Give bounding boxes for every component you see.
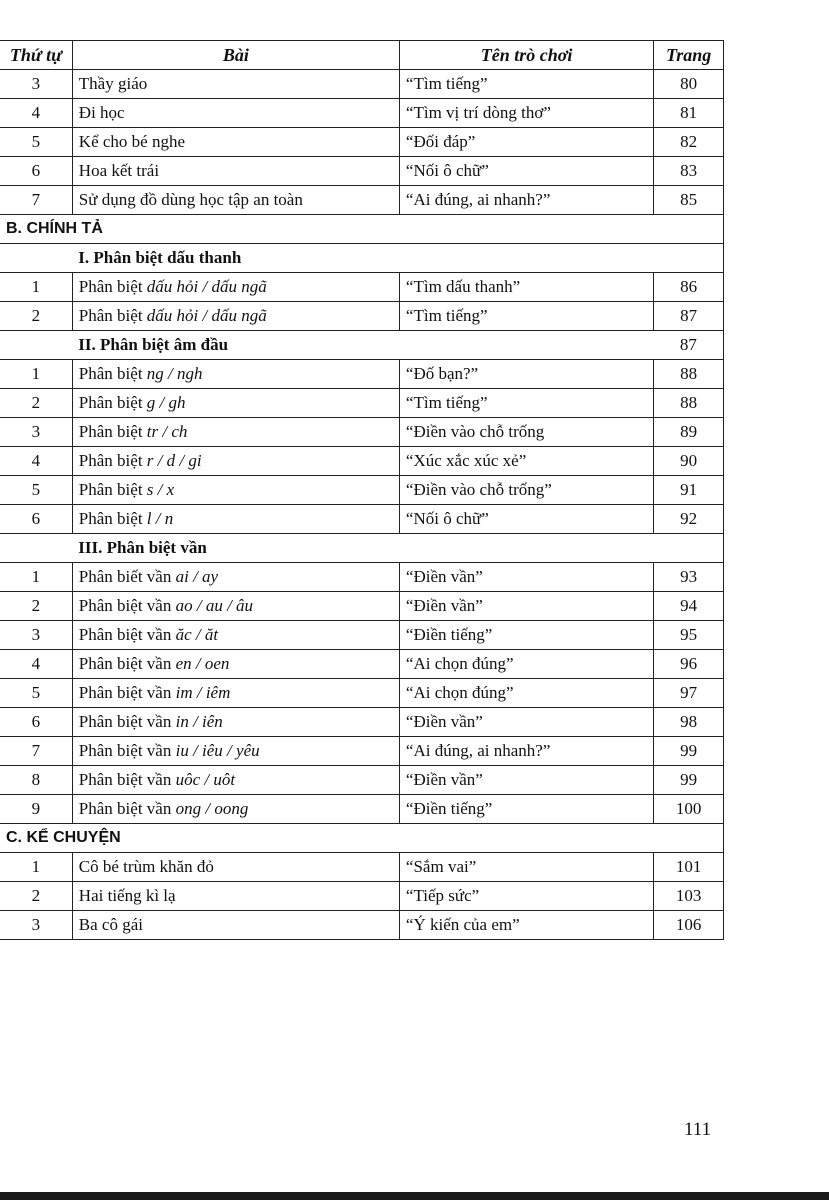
row-number: 2 bbox=[0, 592, 72, 621]
lesson-prefix: Phân biệt vần bbox=[78, 683, 176, 702]
table-row bbox=[0, 186, 724, 215]
lesson-title bbox=[72, 795, 399, 824]
lesson-contrast: s / x bbox=[146, 480, 175, 499]
game-name: “Điền vần” bbox=[399, 766, 653, 795]
lesson-contrast: ai / ay bbox=[175, 567, 219, 586]
page-ref: 97 bbox=[654, 679, 724, 708]
lesson-prefix: Phân biệt bbox=[78, 480, 147, 499]
lesson-contrast: ng / ngh bbox=[146, 364, 203, 383]
lesson-prefix: Phân biệt vần bbox=[78, 654, 176, 673]
table-row bbox=[0, 447, 724, 476]
table-row bbox=[0, 70, 724, 99]
lesson-title bbox=[72, 505, 399, 534]
lesson-title bbox=[72, 708, 399, 737]
table-row bbox=[0, 99, 724, 128]
lesson-title bbox=[72, 563, 399, 592]
game-name: “Nối ô chữ” bbox=[399, 505, 653, 534]
table-header-row bbox=[0, 40, 724, 70]
table-row bbox=[0, 563, 724, 592]
game-name: “Điền vần” bbox=[399, 708, 653, 737]
lesson-contrast: iu / iêu / yêu bbox=[175, 741, 260, 760]
table-body bbox=[0, 70, 724, 940]
table-row bbox=[0, 853, 724, 882]
table-row bbox=[0, 911, 724, 940]
header-lesson: Bài bbox=[72, 40, 399, 70]
lesson-prefix: Phân biệt bbox=[78, 422, 147, 441]
page-number: 111 bbox=[684, 1119, 712, 1140]
lesson-title: Hai tiếng kì lạ bbox=[72, 882, 399, 911]
lesson-prefix: Phân biệt bbox=[78, 306, 147, 325]
lesson-prefix: Phân biết vần bbox=[78, 567, 176, 586]
subsection-row bbox=[0, 331, 724, 360]
section-row bbox=[0, 215, 724, 244]
table-row bbox=[0, 766, 724, 795]
page-ref: 94 bbox=[654, 592, 724, 621]
subsection-row bbox=[0, 534, 724, 563]
lesson-contrast: g / gh bbox=[146, 393, 186, 412]
game-name: “Tiếp sức” bbox=[399, 882, 653, 911]
row-number: 2 bbox=[0, 302, 72, 331]
row-number: 7 bbox=[0, 186, 72, 215]
table-row bbox=[0, 389, 724, 418]
page-ref: 101 bbox=[654, 853, 724, 882]
game-name: “Điền vào chỗ trống bbox=[399, 418, 653, 447]
game-name: “Ai chọn đúng” bbox=[399, 650, 653, 679]
row-number: 7 bbox=[0, 737, 72, 766]
lesson-contrast: tr / ch bbox=[146, 422, 188, 441]
lesson-contrast: ong / oong bbox=[175, 799, 249, 818]
row-number: 5 bbox=[0, 476, 72, 505]
row-number: 1 bbox=[0, 360, 72, 389]
page-ref: 106 bbox=[654, 911, 724, 940]
row-number: 1 bbox=[0, 273, 72, 302]
lesson-prefix: Phân biệt vần bbox=[78, 741, 176, 760]
lesson-title bbox=[72, 447, 399, 476]
lesson-contrast: dấu hỏi / dấu ngã bbox=[146, 306, 267, 325]
section-title: C. KỂ CHUYỆN bbox=[0, 824, 724, 853]
header-page: Trang bbox=[654, 40, 724, 70]
game-name: “Tìm tiếng” bbox=[399, 389, 653, 418]
game-name: “Sắm vai” bbox=[399, 853, 653, 882]
bottom-edge-bar bbox=[0, 1192, 829, 1200]
table-row bbox=[0, 360, 724, 389]
game-name: “Ý kiến của em” bbox=[399, 911, 653, 940]
game-name: “Xúc xắc xúc xẻ” bbox=[399, 447, 653, 476]
row-number: 3 bbox=[0, 418, 72, 447]
row-number: 4 bbox=[0, 447, 72, 476]
lesson-title: Sử dụng đồ dùng học tập an toàn bbox=[72, 186, 399, 215]
lesson-prefix: Phân biệt bbox=[78, 277, 147, 296]
section-title: B. CHÍNH TẢ bbox=[0, 215, 724, 244]
row-number: 5 bbox=[0, 128, 72, 157]
lesson-contrast: ăc / ăt bbox=[175, 625, 219, 644]
table-row bbox=[0, 476, 724, 505]
table-row bbox=[0, 679, 724, 708]
lesson-title bbox=[72, 302, 399, 331]
lesson-title bbox=[72, 476, 399, 505]
lesson-prefix: Phân biệt vần bbox=[78, 770, 176, 789]
lesson-title: Kể cho bé nghe bbox=[72, 128, 399, 157]
lesson-title: Cô bé trùm khăn đỏ bbox=[72, 853, 399, 882]
lesson-prefix: Phân biệt vần bbox=[78, 799, 176, 818]
game-name: “Tìm vị trí dòng thơ” bbox=[399, 99, 653, 128]
row-number: 4 bbox=[0, 99, 72, 128]
lesson-title bbox=[72, 273, 399, 302]
lesson-prefix: Phân biệt bbox=[78, 393, 147, 412]
lesson-contrast: uôc / uôt bbox=[175, 770, 236, 789]
page-ref: 99 bbox=[654, 766, 724, 795]
lesson-title: Đi học bbox=[72, 99, 399, 128]
page-ref: 89 bbox=[654, 418, 724, 447]
row-number: 1 bbox=[0, 853, 72, 882]
subsection-row bbox=[0, 244, 724, 273]
row-number: 9 bbox=[0, 795, 72, 824]
lesson-title bbox=[72, 418, 399, 447]
table-row bbox=[0, 505, 724, 534]
table-row bbox=[0, 302, 724, 331]
lesson-title: Thầy giáo bbox=[72, 70, 399, 99]
empty-cell bbox=[0, 244, 72, 273]
game-name: “Tìm tiếng” bbox=[399, 302, 653, 331]
empty-cell bbox=[0, 331, 72, 360]
table-row bbox=[0, 708, 724, 737]
game-name: “Nối ô chữ” bbox=[399, 157, 653, 186]
page-ref: 96 bbox=[654, 650, 724, 679]
table-row bbox=[0, 418, 724, 447]
row-number: 3 bbox=[0, 911, 72, 940]
game-name: “Ai chọn đúng” bbox=[399, 679, 653, 708]
game-name: “Tìm dấu thanh” bbox=[399, 273, 653, 302]
subsection-page bbox=[654, 534, 724, 563]
page-ref: 83 bbox=[654, 157, 724, 186]
lesson-contrast: dấu hỏi / dấu ngã bbox=[146, 277, 267, 296]
page-ref: 92 bbox=[654, 505, 724, 534]
row-number: 8 bbox=[0, 766, 72, 795]
lesson-title bbox=[72, 650, 399, 679]
page-ref: 88 bbox=[654, 360, 724, 389]
lesson-prefix: Phân biệt vần bbox=[78, 712, 176, 731]
row-number: 6 bbox=[0, 708, 72, 737]
game-name: “Tìm tiếng” bbox=[399, 70, 653, 99]
row-number: 3 bbox=[0, 621, 72, 650]
game-name: “Điền vần” bbox=[399, 563, 653, 592]
page-ref: 80 bbox=[654, 70, 724, 99]
lesson-title: Ba cô gái bbox=[72, 911, 399, 940]
page-ref: 98 bbox=[654, 708, 724, 737]
lesson-title bbox=[72, 679, 399, 708]
game-name: “Điền vần” bbox=[399, 592, 653, 621]
game-name: “Điền vào chỗ trống” bbox=[399, 476, 653, 505]
page-ref: 86 bbox=[654, 273, 724, 302]
row-number: 2 bbox=[0, 882, 72, 911]
table-row bbox=[0, 882, 724, 911]
game-name: “Điền tiếng” bbox=[399, 621, 653, 650]
page-ref: 81 bbox=[654, 99, 724, 128]
table-row bbox=[0, 273, 724, 302]
subsection-page: 87 bbox=[654, 331, 724, 360]
lesson-prefix: Phân biệt vần bbox=[78, 596, 176, 615]
page-ref: 95 bbox=[654, 621, 724, 650]
table-of-contents bbox=[0, 40, 724, 940]
subsection-title: I. Phân biệt dấu thanh bbox=[72, 244, 653, 273]
table-row bbox=[0, 157, 724, 186]
lesson-contrast: r / d / gi bbox=[146, 451, 202, 470]
row-number: 6 bbox=[0, 157, 72, 186]
table-row bbox=[0, 650, 724, 679]
row-number: 5 bbox=[0, 679, 72, 708]
row-number: 4 bbox=[0, 650, 72, 679]
page-ref: 88 bbox=[654, 389, 724, 418]
row-number: 3 bbox=[0, 70, 72, 99]
empty-cell bbox=[0, 534, 72, 563]
subsection-title: II. Phân biệt âm đầu bbox=[72, 331, 653, 360]
page-ref: 82 bbox=[654, 128, 724, 157]
game-name: “Điền tiếng” bbox=[399, 795, 653, 824]
page-ref: 99 bbox=[654, 737, 724, 766]
lesson-title bbox=[72, 737, 399, 766]
lesson-prefix: Phân biệt vần bbox=[78, 625, 176, 644]
lesson-contrast: en / oen bbox=[175, 654, 230, 673]
game-name: “Ai đúng, ai nhanh?” bbox=[399, 737, 653, 766]
lesson-title bbox=[72, 621, 399, 650]
table-row bbox=[0, 621, 724, 650]
table-row bbox=[0, 737, 724, 766]
lesson-title: Hoa kết trái bbox=[72, 157, 399, 186]
page-ref: 93 bbox=[654, 563, 724, 592]
lesson-title bbox=[72, 360, 399, 389]
lesson-prefix: Phân biệt bbox=[78, 364, 147, 383]
game-name: “Ai đúng, ai nhanh?” bbox=[399, 186, 653, 215]
page-ref: 91 bbox=[654, 476, 724, 505]
lesson-title bbox=[72, 389, 399, 418]
lesson-contrast: l / n bbox=[146, 509, 174, 528]
subsection-title: III. Phân biệt vần bbox=[72, 534, 653, 563]
page-ref: 87 bbox=[654, 302, 724, 331]
lesson-contrast: ao / au / âu bbox=[175, 596, 254, 615]
subsection-page bbox=[654, 244, 724, 273]
table-row bbox=[0, 795, 724, 824]
page-ref: 103 bbox=[654, 882, 724, 911]
section-row bbox=[0, 824, 724, 853]
lesson-contrast: im / iêm bbox=[175, 683, 231, 702]
table-row bbox=[0, 128, 724, 157]
row-number: 1 bbox=[0, 563, 72, 592]
game-name: “Đố bạn?” bbox=[399, 360, 653, 389]
table-row bbox=[0, 592, 724, 621]
lesson-title bbox=[72, 766, 399, 795]
lesson-prefix: Phân biệt bbox=[78, 451, 147, 470]
page-ref: 90 bbox=[654, 447, 724, 476]
lesson-title bbox=[72, 592, 399, 621]
row-number: 2 bbox=[0, 389, 72, 418]
game-name: “Đối đáp” bbox=[399, 128, 653, 157]
header-game: Tên trò chơi bbox=[399, 40, 653, 70]
lesson-contrast: in / iên bbox=[175, 712, 223, 731]
header-order: Thứ tự bbox=[0, 40, 72, 70]
page-ref: 100 bbox=[654, 795, 724, 824]
page-ref: 85 bbox=[654, 186, 724, 215]
lesson-prefix: Phân biệt bbox=[78, 509, 147, 528]
row-number: 6 bbox=[0, 505, 72, 534]
